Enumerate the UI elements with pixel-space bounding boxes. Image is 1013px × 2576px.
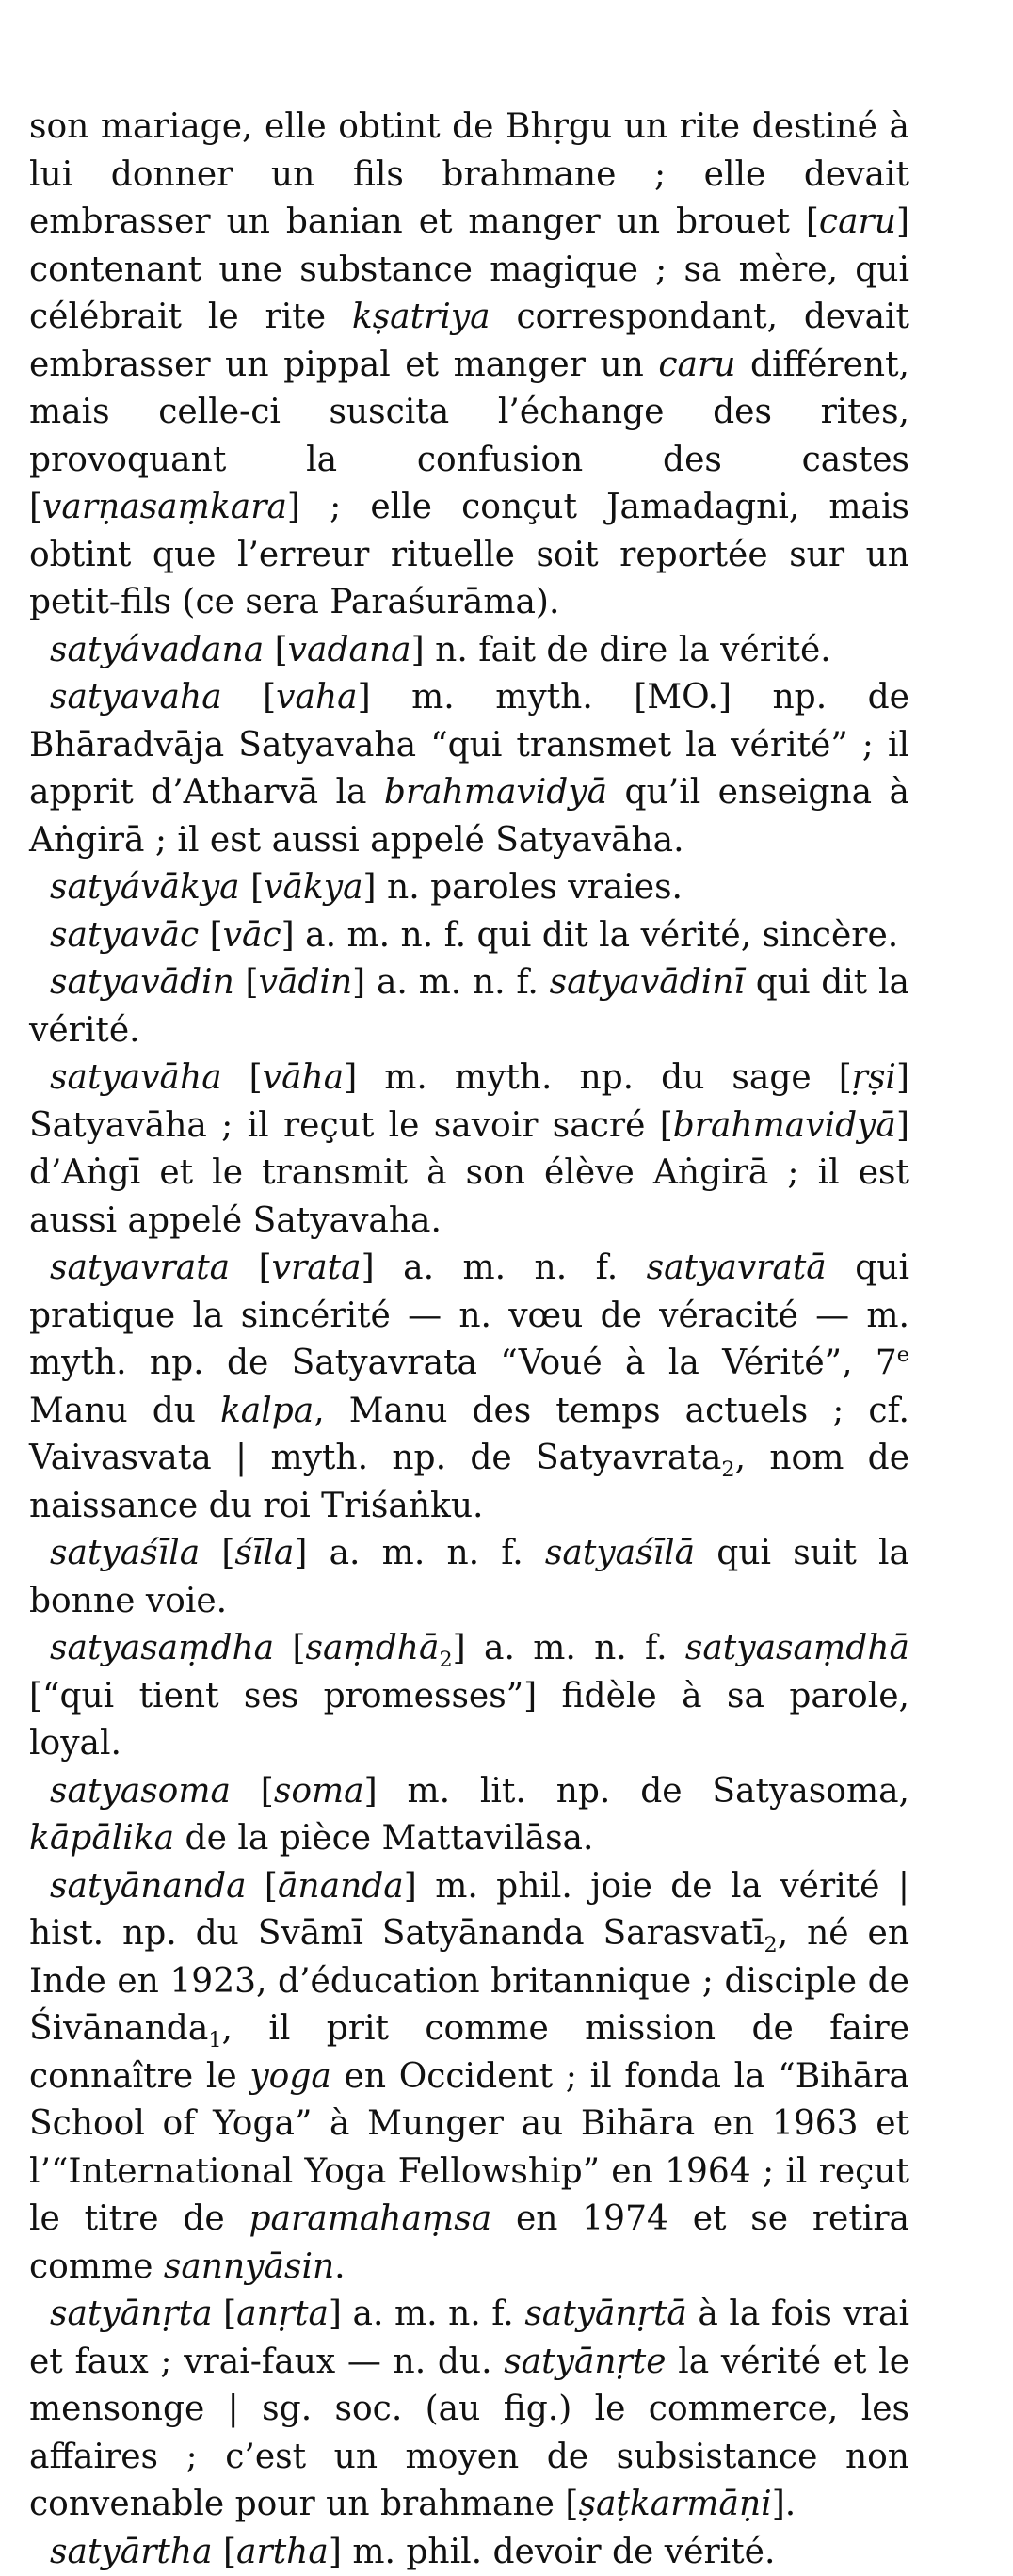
italic-term: kṣatriya xyxy=(352,298,490,336)
headword: satyānṛta xyxy=(50,2294,213,2333)
text-run: [ xyxy=(264,631,288,669)
text-run: qui dit la vérité. xyxy=(29,963,909,1050)
italic-term: sannyāsin xyxy=(164,2247,334,2286)
text-run: ] a. m. n. f. qui dit la vérité, sincère. xyxy=(281,916,899,955)
text-run: ] ; elle conçut Jamadagni, mais obtint que l’erreur rituelle soit reportée sur un petit-fils (ce sera Paraśurāma). xyxy=(29,488,909,621)
headword: satyavaha xyxy=(50,678,222,716)
text-run: ] m. phil. devoir de vérité. xyxy=(329,2533,776,2571)
dictionary-entry xyxy=(29,2291,909,2529)
italic-term: brahmavidyā xyxy=(673,1106,896,1145)
italic-term: ṣaṭkarmāṇi xyxy=(578,2485,771,2523)
italic-term: yoga xyxy=(249,2057,331,2096)
text-run: ] n. paroles vraies. xyxy=(363,868,683,907)
text-run: [“qui tient ses promesses”] fidèle à sa parole, loyal. xyxy=(29,1677,909,1763)
dictionary-entry xyxy=(29,1863,909,2292)
subscript-index: 1 xyxy=(208,2028,221,2053)
text-run: [ xyxy=(213,2533,237,2571)
text-run: , Manu des temps actuels ; cf. Vaivasvata | myth. np. de Satyavrata xyxy=(29,1392,909,1478)
italic-term: vādin xyxy=(259,963,353,1002)
text-run: ] a. m. n. f. xyxy=(453,1629,685,1667)
headword: satyavādin xyxy=(50,963,234,1002)
italic-term: kāpālika xyxy=(29,1819,174,1858)
headword: satyávākya xyxy=(50,868,240,907)
dictionary-entry xyxy=(29,864,909,912)
italic-term: satyaśīlā xyxy=(545,1534,695,1572)
text-run: de la pièce Mattavilāsa. xyxy=(174,1819,593,1858)
headword: satyávadana xyxy=(50,631,264,669)
text-run: ] n. fait de dire la vérité. xyxy=(411,631,831,669)
text-run: à la fois vrai et faux ; vrai-faux — n. du. xyxy=(29,2294,909,2381)
italic-term: satyānṛtā xyxy=(524,2294,687,2333)
text-run: , nom de naissance du roi Triśaṅku. xyxy=(29,1439,909,1525)
subscript-index: 2 xyxy=(439,1648,452,1672)
dictionary-entry xyxy=(29,1245,909,1530)
text-run: ] a. m. n. f. xyxy=(352,963,550,1002)
headword: satyasoma xyxy=(50,1772,231,1811)
italic-term: satyavratā xyxy=(647,1248,827,1287)
text-run: ]. xyxy=(772,2485,796,2523)
italic-term: kalpa xyxy=(220,1392,314,1430)
text-run: [ xyxy=(274,1629,305,1667)
text-run: ] m. myth. np. du sage [ xyxy=(344,1058,852,1097)
italic-term: satyasaṃdhā xyxy=(685,1629,909,1667)
dictionary-entry xyxy=(29,627,909,675)
headword: satyārtha xyxy=(50,2533,213,2571)
text-run: qu’il enseigna à Aṅgirā ; il est aussi appelé Satyavāha. xyxy=(29,773,909,860)
italic-term: vāc xyxy=(223,916,281,955)
dictionary-entry xyxy=(29,912,909,960)
text-run: en Occident ; il fonda la “Bihāra School of Yoga” à Munger au Bihāra en 1963 et l’“International Yoga Fellowship” en 1964 ; il reçut le titre de xyxy=(29,2057,909,2239)
superscript: e xyxy=(897,1343,909,1367)
italic-term: saṃdhā xyxy=(306,1629,440,1667)
text-run: ] a. m. n. f. xyxy=(362,1248,647,1287)
text-run: [ xyxy=(231,1772,274,1811)
text-run: différent, mais celle-ci suscita l’échange des rites, provoquant la confusion des castes [ xyxy=(29,346,909,527)
text-run: ] m. myth. [MO.] np. de Bhāradvāja Satyavaha “qui transmet la vérité” ; il apprit d’Atharvā la xyxy=(29,678,909,812)
text-run: ] contenant une substance magique ; sa mère, qui célébrait le rite xyxy=(29,202,909,336)
text-run: ] a. m. n. f. xyxy=(294,1534,545,1572)
text-run: Manu du xyxy=(29,1392,220,1430)
italic-term: ānanda xyxy=(278,1867,404,1906)
italic-term: satyavādinī xyxy=(550,963,745,1002)
text-run: qui pratique la sincérité — n. vœu de véracité — m. myth. np. de Satyavrata “Voué à la Vérité”, 7 xyxy=(29,1248,909,1382)
text-run: la vérité et le mensonge | sg. soc. (au fig.) le commerce, les affaires ; c’est un moyen de subsistance non convenable pour un brahmane [ xyxy=(29,2343,909,2524)
italic-term: satyānṛte xyxy=(504,2343,666,2381)
text-run: en 1974 et se retira comme xyxy=(29,2199,909,2286)
text-run: [ xyxy=(213,2294,237,2333)
dictionary-entry xyxy=(29,1768,909,1863)
headword: satyasaṃdha xyxy=(50,1629,274,1667)
italic-term: vrata xyxy=(272,1248,362,1287)
text-run: ] Satyavāha ; il reçut le savoir sacré [ xyxy=(29,1058,909,1145)
italic-term: śīla xyxy=(234,1534,294,1572)
text-run: . xyxy=(334,2247,345,2286)
italic-term: ṛṣi xyxy=(852,1058,896,1097)
italic-term: soma xyxy=(274,1772,364,1811)
text-run: [ xyxy=(222,678,277,716)
headword: satyavāha xyxy=(50,1058,222,1097)
headword: satyavāc xyxy=(50,916,199,955)
dictionary-entry xyxy=(29,674,909,864)
italic-term: caru xyxy=(819,202,896,241)
italic-term: artha xyxy=(236,2533,329,2571)
italic-term: anṛta xyxy=(236,2294,329,2333)
text-run: , né en Inde en 1923, d’éducation britannique ; disciple de Śivānanda xyxy=(29,1914,909,2048)
italic-term: paramahaṃsa xyxy=(249,2199,492,2238)
subscript-index: 2 xyxy=(721,1457,734,1482)
text-run: [ xyxy=(234,963,259,1002)
dictionary-entry xyxy=(29,1530,909,1625)
subscript-index: 2 xyxy=(764,1933,778,1957)
text-run: [ xyxy=(230,1248,272,1287)
italic-term: vāha xyxy=(263,1058,344,1097)
dictionary-entry xyxy=(29,1055,909,1245)
text-run: correspondant, devait embrasser un pippal et manger un xyxy=(29,298,909,384)
dictionary-entry xyxy=(29,1625,909,1768)
continued-paragraph xyxy=(29,104,909,627)
italic-term: brahmavidyā xyxy=(384,773,607,812)
text-run: [ xyxy=(222,1058,263,1097)
headword: satyavrata xyxy=(50,1248,230,1287)
italic-term: varṇasaṃkara xyxy=(42,488,287,526)
headword: satyaśīla xyxy=(50,1534,200,1572)
text-run: [ xyxy=(247,1867,278,1906)
text-run: , il prit comme mission de faire connaître le xyxy=(29,2009,909,2096)
text-run: qui suit la bonne voie. xyxy=(29,1534,909,1620)
text-run: ] m. lit. np. de Satyasoma, xyxy=(364,1772,909,1811)
italic-term: vaha xyxy=(276,678,357,716)
italic-term: vākya xyxy=(264,868,362,907)
text-run: [ xyxy=(200,1534,234,1572)
text-run: [ xyxy=(199,916,223,955)
text-run: ] m. phil. joie de la vérité | hist. np. du Svāmī Satyānanda Sarasvatī xyxy=(29,1867,909,1954)
italic-term: caru xyxy=(658,346,735,384)
text-run: son mariage, elle obtint de Bhṛgu un rite destiné à lui donner un fils brahmane ; elle devait embrasser un banian et manger un brouet [ xyxy=(29,107,909,241)
dictionary-entry xyxy=(29,959,909,1055)
text-run: [ xyxy=(240,868,265,907)
text-run: ] d’Aṅgī et le transmit à son élève Aṅgirā ; il est aussi appelé Satyavaha. xyxy=(29,1106,909,1240)
italic-term: vadana xyxy=(288,631,411,669)
dictionary-entry xyxy=(29,2529,909,2576)
headword: satyānanda xyxy=(50,1867,247,1906)
text-run: ] a. m. n. f. xyxy=(329,2294,524,2333)
